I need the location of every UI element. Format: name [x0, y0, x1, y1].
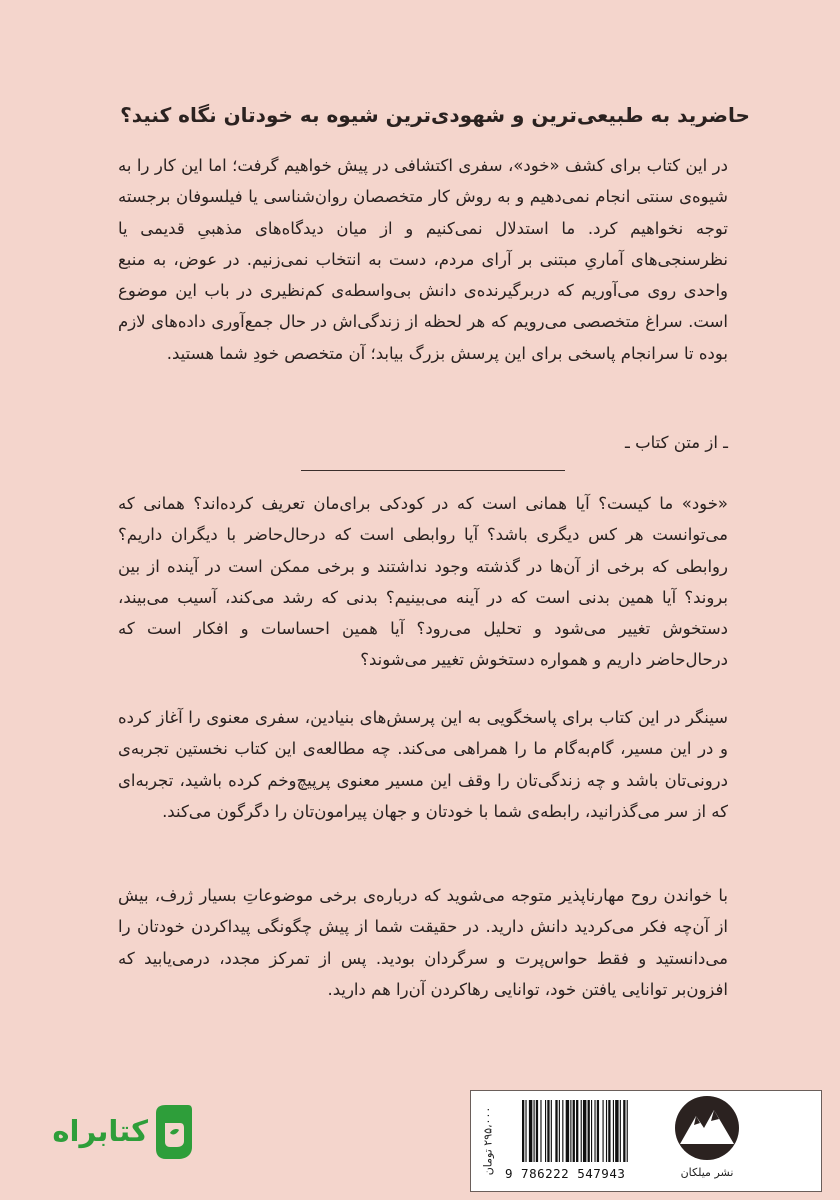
questions-paragraph: «خود» ما کیست؟ آیا همانی است که در کودکی برای‌مان تعریف کرده‌اند؟ همانی که می‌توانست هر کس دیگری باشد؟ آیا روابطی است که درحال‌حاضر با دیگران داریم؟ روابطی که برخی از آن‌ها در گذشته وجود نداشتند و برخی ممکن است در آینده از بین بروند؟ آیا همین بدنی است که در آینه می‌بینیم؟ بدنی که رشد می‌کند، آسیب می‌بیند، دستخوش تغییر می‌شود و تحلیل می‌رود؟ آیا همین احساسات و افکار است که درحال‌حاضر داریم و همواره دستخوش تغییر می‌شوند؟: [118, 494, 728, 670]
barcode-bar: [583, 1100, 586, 1162]
barcode-bar: [581, 1100, 582, 1162]
barcode-bar: [591, 1100, 592, 1162]
barcode-bar: [525, 1100, 526, 1162]
cover-heading: حاضرید به طبیعی‌ترین و شهودی‌ترین شیوه به خودتان نگاه کنید؟: [120, 103, 750, 127]
intro-paragraph: در این کتاب برای کشف «خود»، سفری اکتشافی در پیش خواهیم گرفت؛ اما این کار را به شیوه‌ی سنتی انجام نمی‌دهیم و به روش کار متخصصان روان‌شناسی یا فیلسوفان برجسته توجه نخواهیم کرد. ما استدلال نمی‌کنیم و از میان دیدگاه‌های مذهبیِ قدیمی یا نظرسنجی‌های آماریِ مبتنی بر آرای مردم، دست به انتخاب نمی‌زنیم. در عوض، به منبع واحدی روی می‌آوریم که دربرگیرنده‌ی دانش بی‌واسطه‌ی کم‌نظیری در باب این موضوع است. سراغ متخصصی می‌رویم که هر لحظه از زندگی‌اش در حال جمع‌آوری داده‌های لازم بوده تا سرانجام پاسخی برای این پرسش بزرگ بیابد؛ آن متخصص خودِ شما هستید.: [118, 156, 728, 363]
barcode-bar: [608, 1100, 610, 1162]
barcode-bar: [627, 1100, 628, 1162]
closing-paragraph: با خواندن روح مهارناپذیر متوجه می‌شوید که درباره‌ی برخی موضوعاتِ بسیار ژرف، بیش از آن‌چه فکر می‌کردید دانش دارید. در حقیقت شما از پیش چگونگی پیداکردن خودتان را می‌دانستید و فقط حواس‌پرت و سرگردان بودید. پس از تمرکز مجدد، درمی‌یابید که افزون‌بر توانایی یافتن خود، توانایی رهاکردن آن‌را هم دارید.: [118, 886, 728, 999]
barcode-bar: [551, 1100, 552, 1162]
barcode-bar: [576, 1100, 578, 1162]
barcode-bar: [597, 1100, 599, 1162]
barcode-bar: [613, 1100, 614, 1162]
price-text: ۲۹۵،۰۰۰ تومان: [481, 1106, 495, 1176]
price-label: [478, 1098, 498, 1184]
barcode-bar: [522, 1100, 524, 1162]
barcode-bar: [547, 1100, 549, 1162]
barcode-bar: [623, 1100, 625, 1162]
barcode-bar: [545, 1100, 546, 1162]
barcode-bar: [559, 1100, 560, 1162]
logo-text: کتابراه: [52, 1114, 148, 1148]
mountain-logo-icon: [672, 1094, 742, 1162]
barcode-bar: [594, 1100, 595, 1162]
barcode-image: [520, 1100, 665, 1162]
publisher-name: نشر میلکان: [680, 1166, 734, 1179]
book-leaf-icon: [150, 1103, 194, 1161]
isbn-number: 9 786222 547943: [505, 1166, 626, 1181]
barcode-bar: [573, 1100, 575, 1162]
barcode-bar: [603, 1100, 604, 1162]
barcode-bar: [562, 1100, 563, 1162]
barcode-bar: [570, 1100, 571, 1162]
barcode-bar: [615, 1100, 618, 1162]
barcode-bar: [606, 1100, 607, 1162]
author-paragraph: سینگر در این کتاب برای پاسخگویی به این پرسش‌های بنیادین، سفری معنوی را آغاز کرده و در این مسیر، گام‌به‌گام ما را همراهی می‌کند. چه مطالعه‌ی این کتاب نخستین تجربه‌ی درونی‌تان باشد و چه زندگی‌تان را وقف این مسیر معنوی پرپیچ‌وخم کرده باشید، تجربه‌ای که از سر می‌گذرانید، رابطه‌ی شما با خودتان و جهان پیرامون‌تان را دگرگون می‌کند.: [118, 708, 728, 821]
barcode-bar: [566, 1100, 569, 1162]
section-divider: [301, 470, 565, 471]
barcode-bar: [534, 1100, 535, 1162]
barcode-bar: [529, 1100, 532, 1162]
quote-credit: ـ از متن کتاب ـ: [625, 433, 728, 452]
barcode-bar: [588, 1100, 590, 1162]
barcode-bar: [555, 1100, 557, 1162]
barcode-bar: [536, 1100, 538, 1162]
barcode-bar: [540, 1100, 541, 1162]
barcode-bar: [620, 1100, 621, 1162]
ketabrah-logo: [40, 1103, 190, 1161]
